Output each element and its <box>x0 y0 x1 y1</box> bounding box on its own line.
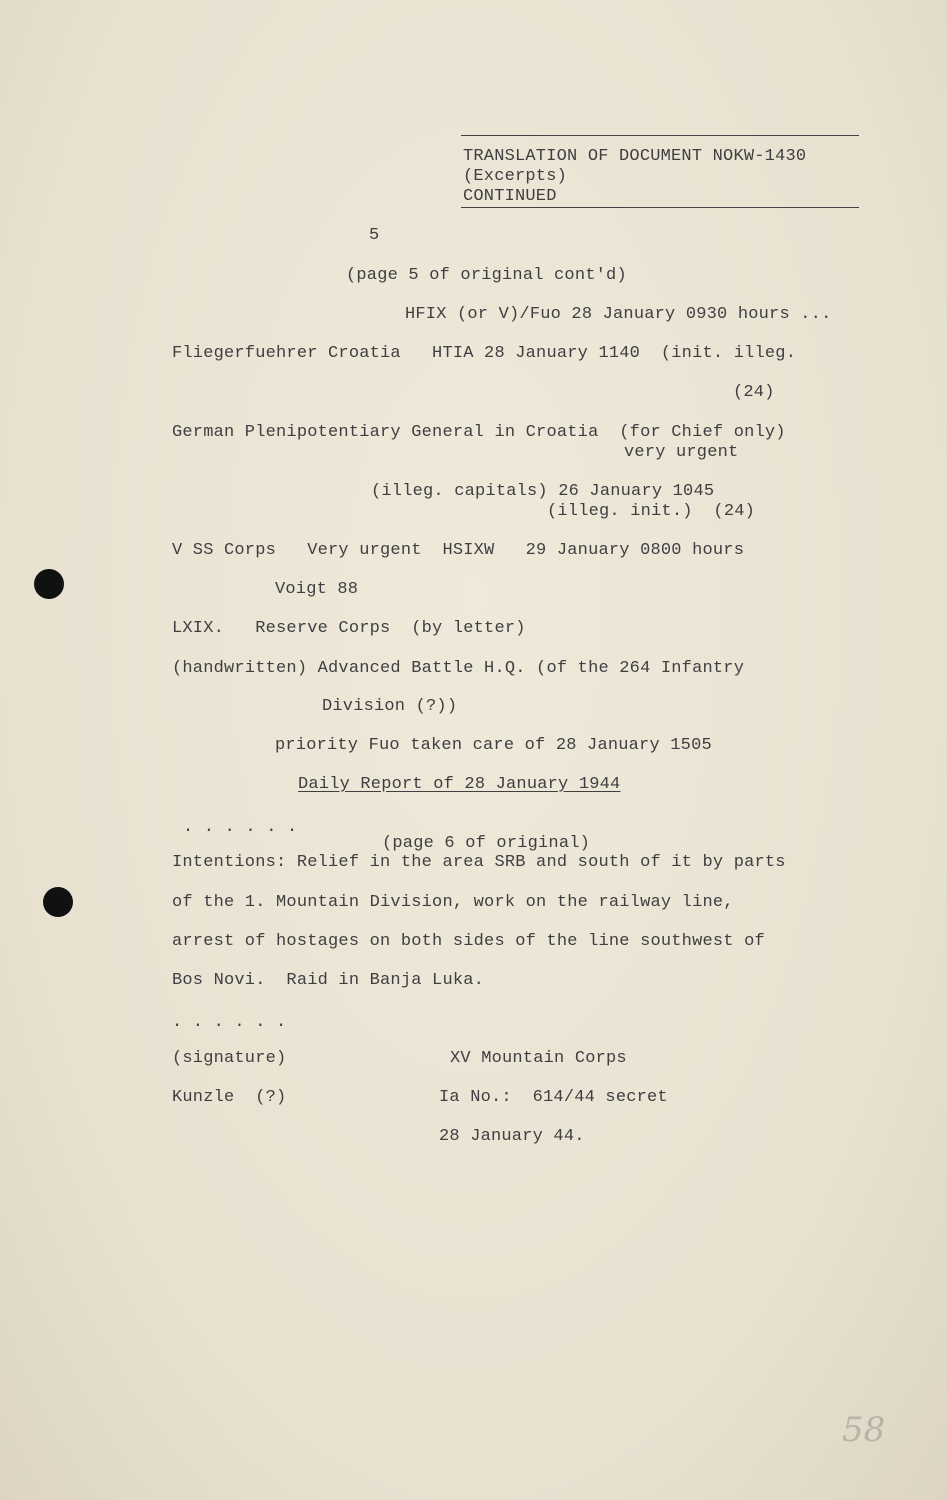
body-line-2: of the 1. Mountain Division, work on the railway line, <box>172 893 734 912</box>
body-line-3: arrest of hostages on both sides of the line southwest of <box>172 932 765 951</box>
ellipsis-dots: . . . . . . <box>172 1013 287 1032</box>
signature-date: 28 January 44. <box>439 1127 585 1146</box>
page6-note: (page 6 of original) <box>382 834 591 853</box>
body-line-4: Bos Novi. Raid in Banja Luka. <box>172 971 485 990</box>
header-excerpts: (Excerpts) <box>463 167 568 186</box>
entry-handwritten: (handwritten) Advanced Battle H.Q. (of the 264 Infantry <box>172 659 745 678</box>
signature-name: Kunzle (?) <box>172 1088 287 1107</box>
entry-illeg-init: (illeg. init.) (24) <box>547 502 756 521</box>
body-line-1: Intentions: Relief in the area SRB and south of it by parts <box>172 853 786 872</box>
header-top-rule <box>461 135 859 136</box>
entry-illeg-capitals: (illeg. capitals) 26 January 1045 <box>371 482 715 501</box>
signature-reference: Ia No.: 614/44 secret <box>439 1088 668 1107</box>
page-note: (page 5 of original cont'd) <box>346 266 627 285</box>
entry-fliegerfuehrer-count: (24) <box>733 383 775 402</box>
entry-plenipotentiary-urgency: very urgent <box>624 443 739 462</box>
entry-reserve-corps: LXIX. Reserve Corps (by letter) <box>172 619 526 638</box>
entry-plenipotentiary: German Plenipotentiary General in Croatia (for Chief only) <box>172 423 786 442</box>
archive-page-number: 58 <box>842 1410 886 1450</box>
entry-hfix: HFIX (or V)/Fuo 28 January 0930 hours ... <box>405 305 832 324</box>
signature-unit: XV Mountain Corps <box>450 1049 627 1068</box>
header-title: TRANSLATION OF DOCUMENT NOKW-1430 <box>463 147 807 166</box>
entry-division: Division (?)) <box>322 697 458 716</box>
punch-hole-bottom <box>43 887 73 917</box>
signature-label: (signature) <box>172 1049 287 1068</box>
entry-v-ss-corps: V SS Corps Very urgent HSIXW 29 January 0800 hours <box>172 541 745 560</box>
header-continued: CONTINUED <box>463 187 557 206</box>
entry-priority: priority Fuo taken care of 28 January 1505 <box>275 736 712 755</box>
entry-voigt: Voigt 88 <box>275 580 359 599</box>
punch-hole-top <box>34 569 64 599</box>
entry-daily-report: Daily Report of 28 January 1944 <box>298 775 621 794</box>
header-bottom-rule <box>461 207 859 208</box>
page-number: 5 <box>369 226 380 245</box>
ellipsis-dots: . . . . . . <box>183 818 298 837</box>
entry-fliegerfuehrer: Fliegerfuehrer Croatia HTIA 28 January 1140 (init. illeg. <box>172 344 797 363</box>
